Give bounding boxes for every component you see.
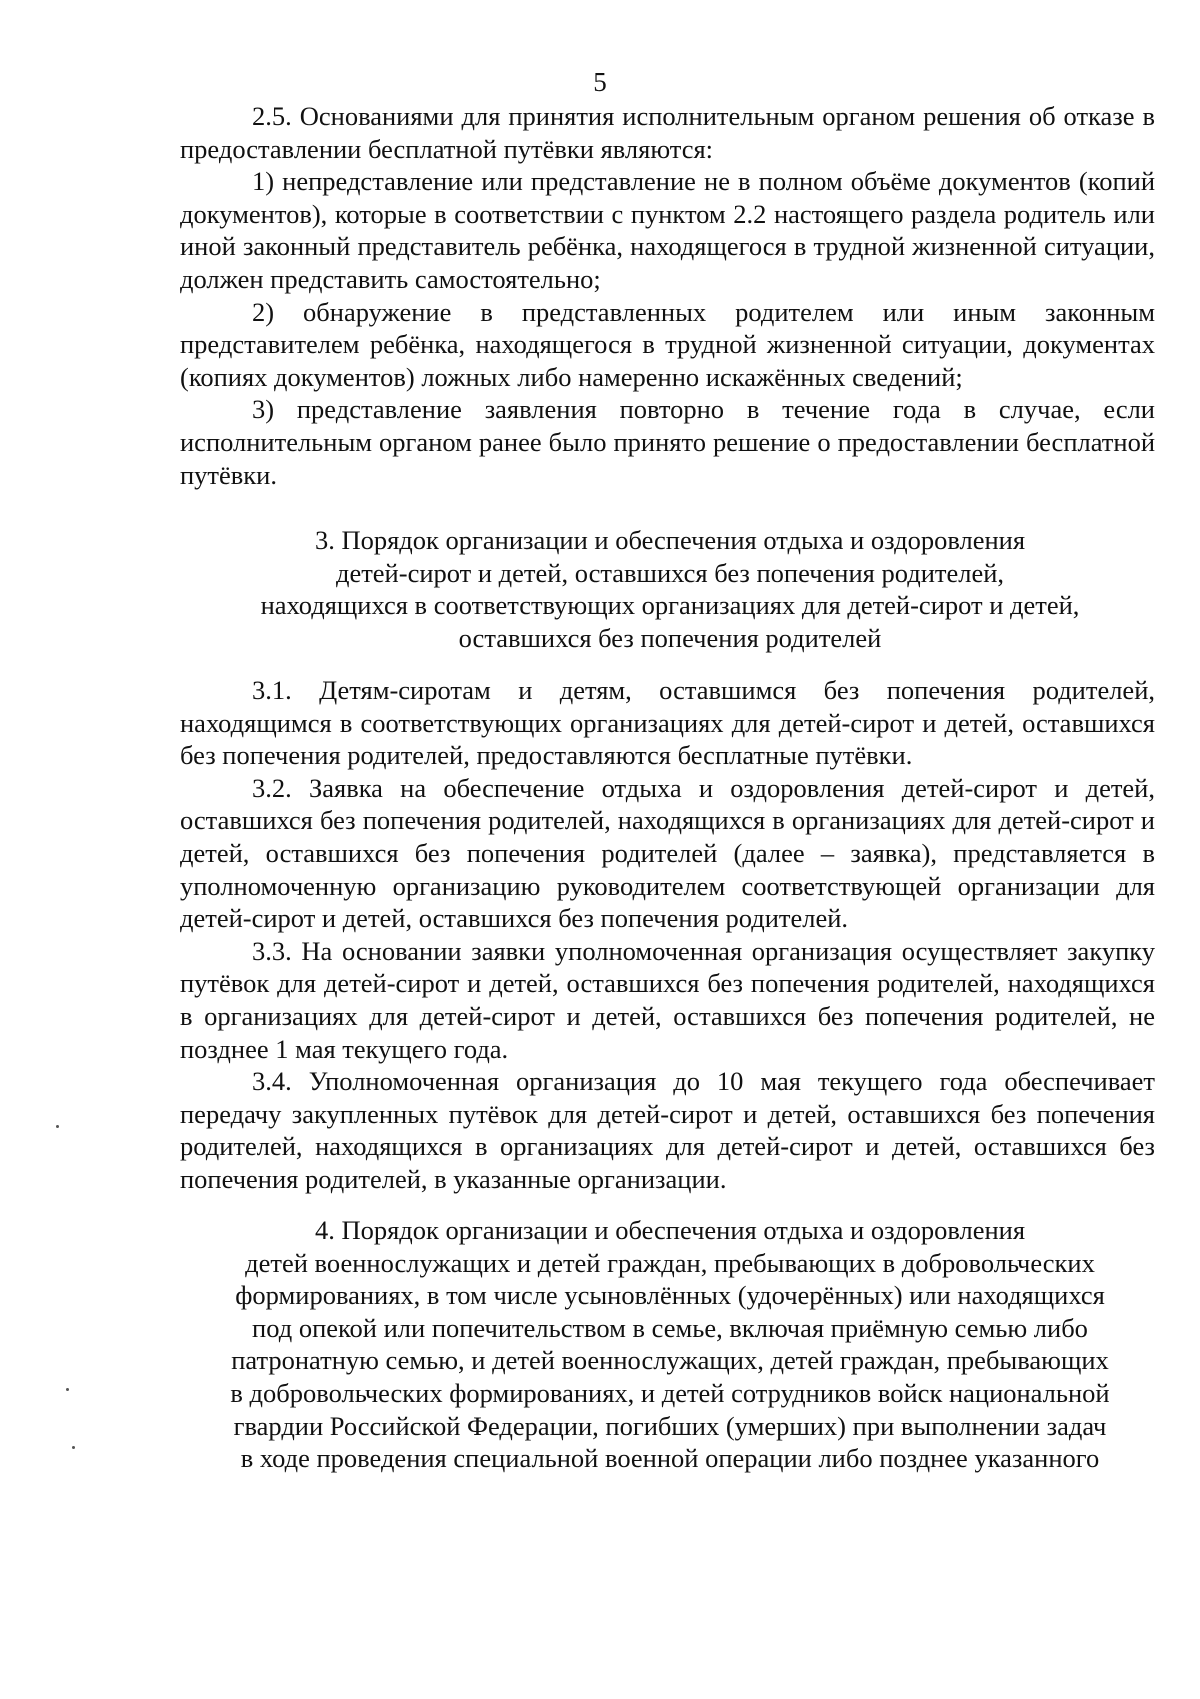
section-3-heading (170, 524, 1170, 654)
section-4-heading-line: 4. Порядок организации и обеспечения отдыха и оздоровления (314, 1215, 1026, 1245)
paragraph-3-4: 3.4. Уполномоченная организация до 10 мая текущего года обеспечивает передачу закупленных путёвок для детей-сирот и детей, оставшихся без попечения родителей, находящихся в организациях для детей-сирот и детей, оставшихся без попечения родителей, в указанные организации. (180, 1066, 1155, 1194)
section-3-heading-line: находящихся в соответствующих организациях для детей-сирот и детей, (260, 590, 1080, 621)
section-4-heading-line: под опекой или попечительством в семье, включая приёмную семью либо (252, 1312, 1088, 1343)
page-number: 5 (593, 67, 607, 97)
paragraph-2-5: 2.5. Основаниями для принятия исполнительным органом решения об отказе в предоставлении бесплатной путёвки являются: (180, 101, 1155, 164)
paragraph-2-5-item-3: 3) представление заявления повторно в течение года в случае, если исполнительным органом ранее было принято решение о предоставлении бесплатной путёвки. (180, 394, 1155, 490)
paragraph-3-3: 3.3. На основании заявки уполномоченная организация осуществляет закупку путёвок для детей-сирот и детей, оставшихся без попечения родителей, находящихся в организациях для детей-сирот и детей, оставшихся без попечения родителей, не позднее 1 мая текущего года. (180, 935, 1155, 1064)
section-3-body (180, 674, 1155, 1196)
scan-speck (66, 1388, 69, 1391)
section-4-heading-line: детей военнослужащих и детей граждан, пребывающих в добровольческих (245, 1247, 1095, 1278)
paragraph-3-1: 3.1. Детям-сиротам и детям, оставшимся без попечения родителей, находящимся в соответствующих организациях для детей-сирот и детей, оставшихся без попечения родителей, предоставляются бесплатные путёвки. (180, 675, 1155, 771)
section-3-heading-line: оставшихся без попечения родителей (458, 622, 882, 653)
section-4-heading-line: формированиях, в том числе усыновлённых (удочерённых) или находящихся (235, 1280, 1105, 1311)
paragraph-2-5-item-2: 2) обнаружение в представленных родителем или иным законным представителем ребёнка, находящегося в трудной жизненной ситуации, документах (копиях документов) ложных либо намеренно искажённых сведений; (180, 296, 1155, 392)
section-2-tail (180, 100, 1155, 491)
section-4-heading-line: в ходе проведения специальной военной операции либо позднее указанного (240, 1443, 1100, 1474)
section-3-heading-line: детей-сирот и детей, оставшихся без попечения родителей, (335, 557, 1005, 588)
paragraph-3-2: 3.2. Заявка на обеспечение отдыха и оздоровления детей-сирот и детей, оставшихся без попечения родителей, находящихся в организациях для детей-сирот и детей, оставшихся без попечения родителей (далее – заявка), представляется в уполномоченную организацию руководителем соответствующей организации для детей-сирот и детей, оставшихся без попечения родителей. (180, 772, 1155, 934)
paragraph-2-5-item-1: 1) непредставление или представление не в полном объёме документов (копий документов), которые в соответствии с пунктом 2.2 настоящего раздела родитель или иной законный представитель ребёнка, находящегося в трудной жизненной ситуации, должен представить самостоятельно; (180, 166, 1155, 294)
section-4-heading (170, 1214, 1170, 1475)
section-4-heading-line: патронатную семью, и детей военнослужащих, детей граждан, пребывающих (231, 1345, 1109, 1376)
section-3-heading-line: 3. Порядок организации и обеспечения отдыха и оздоровления (314, 525, 1026, 555)
section-4-heading-line: в добровольческих формированиях, и детей сотрудников войск национальной (230, 1377, 1110, 1408)
section-4-heading-line: гвардии Российской Федерации, погибших (умерших) при выполнении задач (233, 1410, 1107, 1441)
scan-speck (56, 1125, 59, 1128)
scan-speck (72, 1446, 75, 1449)
